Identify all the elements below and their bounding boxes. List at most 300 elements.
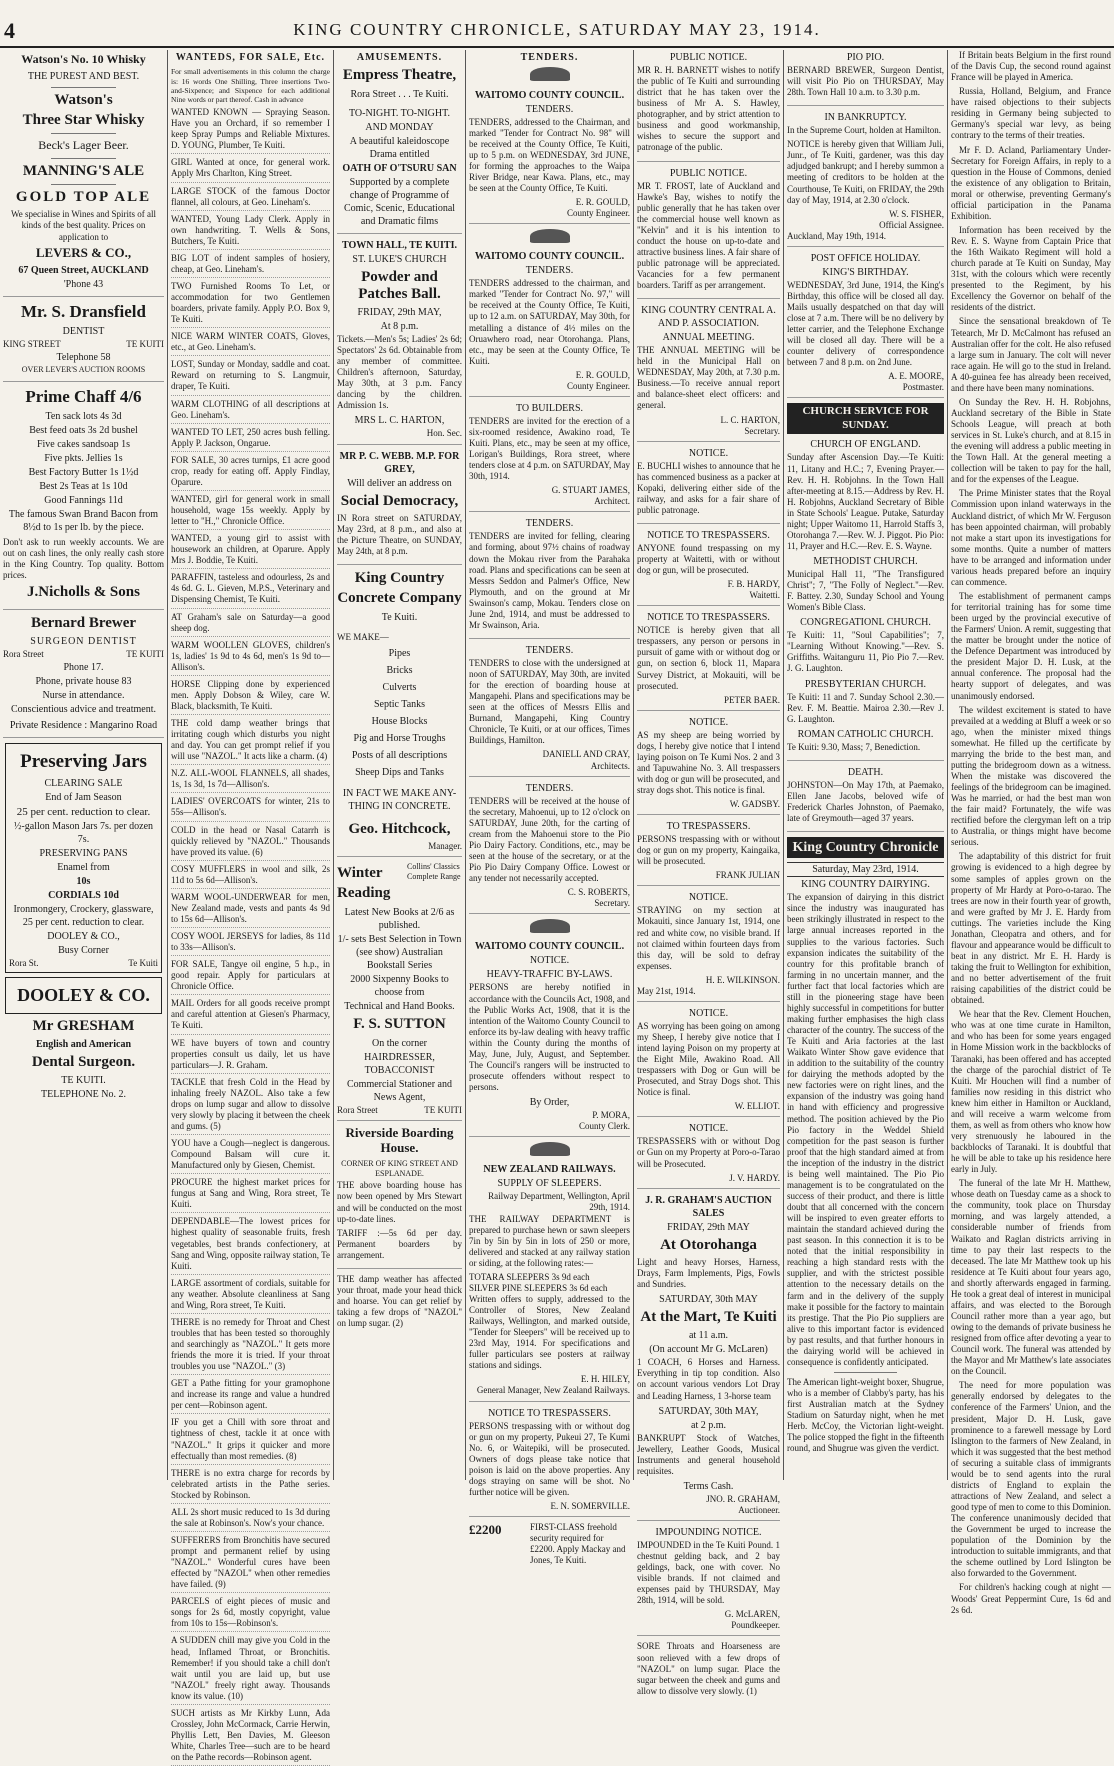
light-heavy-text: Light and heavy Horses, Harness, Drays, Farm Implements, Pigs, Fowls and Sundries. bbox=[637, 1256, 780, 1289]
pio-pio-notice bbox=[787, 51, 944, 106]
classified-ad: COLD in the head or Nasal Catarrh is quickly relieved by "NAZOL." Thousands have proved its value. (6) bbox=[171, 825, 330, 861]
brewer-name: Bernard Brewer bbox=[30, 614, 137, 631]
g-mclaren-name: G. McLAREN, bbox=[724, 1609, 780, 1620]
gadsby-name: W. GADSBY. bbox=[729, 799, 780, 810]
town-hall: TOWN HALL, TE KUITI. bbox=[342, 239, 457, 251]
heavy-traffic-heading: HEAVY-TRAFFIC BY-LAWS. bbox=[486, 969, 613, 981]
news-paragraph: The funeral of the late Mr H. Matthew, whose death on Tuesday came as a shock to the community, took place on Thursday morning, and was largely attended, a considerable number of friends from Waikato and Raglan districts arriving in time to pay their last respects to the deceased. The late Mr Matthew took up his residence at Te Kuiti about four years ago, and shortly afterwards engaged in farming. He took a great deal of interest in municipal affairs, and was elected to the Borough Council rather more than a year ago, but owing to the demands of private business he resigned from office after devoting a year to Council work. The funeral was attended by the Mayor and Mr Matthew's late associates on the Council. bbox=[951, 1178, 1111, 1377]
phone-private: Phone, private house 83 bbox=[35, 675, 132, 687]
king-country: King Country bbox=[354, 570, 445, 587]
waitomo-heading: WAITOMO COUNTY COUNCIL. bbox=[474, 251, 625, 263]
council-crest-icon bbox=[469, 67, 630, 86]
brewer-text: BERNARD BREWER, Surgeon Dentist, will visit Pio Pio on THURSDAY, May 28th. Town Hall 10 a.m. to 3.30 p.m. bbox=[787, 65, 944, 98]
classified-list bbox=[171, 107, 330, 1766]
brewer-advert bbox=[3, 615, 164, 738]
sutton-rora: Rora Street bbox=[337, 1104, 378, 1115]
news-paragraph: Mr F. D. Acland, Parliamentary Under-Secretary for Foreign Affairs, in reply to a question in the House of Commons, denied the existence of any obligation to Britain, moral or otherwise, preventing Germany's official participation in the Panama Exhibition. bbox=[951, 144, 1111, 221]
impounding-heading: IMPOUNDING NOTICE. bbox=[655, 1526, 762, 1538]
classified-ad: FOR SALE, 30 acres turnips, £1 acre good crop, ready for eating off. Apply Findlay, Oparure. bbox=[171, 455, 330, 491]
in-fact: IN FACT WE MAKE ANY-THING IN CONCRETE. bbox=[342, 787, 457, 812]
classified-ad: MAIL Orders for all goods receive prompt and careful attention at Giesen's Pharmacy, Te Kuiti. bbox=[171, 998, 330, 1034]
column-5 bbox=[634, 50, 784, 1696]
tender-mangapehi bbox=[469, 644, 630, 777]
dooley-big: DOOLEY & CO. bbox=[17, 985, 150, 1006]
product-item: Posts of all descriptions bbox=[351, 749, 448, 761]
chaff-line: Ten sack lots 4s 3d bbox=[45, 411, 122, 423]
mart-heading: At the Mart, Te Kuiti bbox=[640, 1309, 777, 1326]
chaff-line: Five pkts. Jellies 1s bbox=[44, 453, 123, 465]
concrete-advert bbox=[337, 570, 462, 857]
hardy-text: ANYONE found trespassing on my property at Waitetti, with or without dog or gun, will be prosecuted. bbox=[637, 542, 780, 576]
empress-address: Rora Street . . . Te Kuiti. bbox=[350, 88, 449, 100]
waitomo-heading: WAITOMO COUNTY COUNCIL. bbox=[474, 89, 625, 101]
frost-text: MR T. FROST, late of Auckland and Hawke's Bay, wishes to notify the public generally that he has taken over the commercial house well known as "Kelvin" and it is his intention to conduct the house on up-to-date and attractive business lines. A fair share of public patronage will be appreciated. Vacancies for a few permanent boarders. Tariff as per arrangement. bbox=[637, 180, 780, 291]
news-paragraph: The need for more population was generally endorsed by delegates to the conference of the Farmers' Union, and the president, Major D. H. Lusk, gave prominence to a farewell message by Lord Islington to the farmers of New Zealand, in which it was suggested that the best method of securing a suitable class of immigrants would be to send agents into the rural districts of England to explain the attractions of New Zealand, and select a good type of men to come to this Dominion. The conference unanimously decided that the Government be urged to increase the population of the Dominion by the introduction to suitable immigrants, and that the scheme outlined by Lord Islington be also forwarded to the Government. bbox=[951, 1380, 1111, 1579]
at-8: At 8 p.m. bbox=[380, 321, 419, 333]
death-heading: DEATH. bbox=[847, 766, 884, 778]
editorial-date: Saturday, May 23rd, 1914. bbox=[787, 862, 944, 877]
classified-ad: THE cold damp weather brings that irritating cough which disturbs you night and day. You can get prompt relief if you will use "NAZOL." It acts like a charm. (4) bbox=[171, 718, 330, 765]
dooley-small: DOOLEY & CO., bbox=[47, 931, 120, 943]
at-2: at 2 p.m. bbox=[691, 1419, 726, 1431]
news-paragraph: The wildest excitement is stated to have prevailed at a wedding at Bluff a week or so ago, when the minister mixed things somewhat. He filled up the certificate by marrying the bride to the best man, and putting the bridegroom down as a witness. When the mistake was discovered the feelings of the bridegroom can be imagined. Was he married, or had the best man won the fair maid? Fortunately, the wife was rectified before the clergyman left on a trip to Australia, or things might have become serious. bbox=[951, 704, 1111, 848]
news-paragraph: If Britain beats Belgium in the first round of the Davis Cup, the second round against France will be played in America. bbox=[951, 50, 1111, 83]
riverside-title: Riverside Boarding House. bbox=[345, 1124, 454, 1155]
barnett-notice bbox=[637, 51, 780, 162]
bankruptcy-text: NOTICE is hereby given that William Juli, Junr., of Te Kuiti, gardener, was this day adjudged bankrupt; and I hereby summon a meeting of creditors to be holden at the Courthouse, Te Kuiti, on FRIDAY, the 29th day of May, 1914, at 2.30 o'clock. bbox=[787, 139, 944, 205]
mason-jars: ½-gallon Mason Jars 7s. per dozen 7s. bbox=[13, 821, 154, 846]
hitchcock-name: Geo. Hitchcock, bbox=[348, 820, 451, 837]
james-name: G. STUART JAMES, bbox=[551, 485, 630, 496]
levers-phone: 'Phone 43 bbox=[63, 278, 104, 290]
classified-ad: SUFFERERS from Bronchitis have secured prompt and permanent relief by using "NAZOL." Wonderful cures have been effected by "NAZOL" when other remedies have failed. (9) bbox=[171, 1535, 330, 1593]
king-street: KING STREET bbox=[3, 339, 61, 350]
webb-advert bbox=[337, 450, 462, 566]
prime-chaff-advert bbox=[3, 387, 164, 610]
tender-builders bbox=[469, 402, 630, 513]
sore-text: SORE Throats and Hoarseness are soon relieved with a few drops of "NAZOL" on lump sugar. Place the sugar between the cheek and gums and allow to dissolve very slowly. (1) bbox=[637, 1641, 780, 1696]
chaff-line: Best 2s Teas at 1s 10d bbox=[39, 481, 128, 493]
rora-street: Rora Street bbox=[3, 648, 44, 659]
dransfield-advert bbox=[3, 302, 164, 382]
sore-throat-advert bbox=[637, 1641, 780, 1703]
tender-mokau bbox=[469, 517, 630, 639]
preserving-jars-advert bbox=[5, 743, 162, 973]
nicholls-name: J.Nicholls & Sons bbox=[27, 584, 140, 601]
council-crest-icon bbox=[469, 229, 630, 248]
column-1 bbox=[0, 50, 168, 1480]
terms-cash: Terms Cash. bbox=[683, 1480, 734, 1492]
classified-ad: WANTED KNOWN — Spraying Season. Have you an Orchard, if so remember I keep Spray Pumps and Reliable Mixtures. D. YOUNG, Plumber, Te Kuiti. bbox=[171, 107, 330, 154]
secretary-title: Secretary. bbox=[594, 898, 630, 909]
product-item: House Blocks bbox=[371, 715, 428, 727]
classified-ad: AT Graham's sale on Saturday—a good sheep dog. bbox=[171, 612, 330, 637]
product-item: Pig and Horse Troughs bbox=[353, 732, 446, 744]
becks-line: Beck's Lager Beer. bbox=[38, 138, 129, 153]
tonight-line: TO-NIGHT. TO-NIGHT. bbox=[348, 107, 450, 119]
sixpenny-books: 2000 Sixpenny Books to choose from bbox=[350, 974, 449, 999]
baer-text: NOTICE is hereby given that all trespassers, any person or persons in pursuit of game with or without dog or gun, on section 6, block 11, Mapara Survey District, at Mokauiti, will be prosecuted. bbox=[637, 625, 780, 691]
daniell-name: DANIELL AND CRAY, bbox=[542, 749, 630, 760]
dooley-advert bbox=[5, 977, 162, 1014]
empress-title: Empress Theatre, bbox=[342, 67, 457, 84]
jv-name: J. V. HARDY. bbox=[729, 1172, 780, 1183]
phone-17: Phone 17. bbox=[63, 661, 104, 673]
wilkinson-date: May 21st, 1914. bbox=[637, 985, 696, 996]
purest-line: THE PUREST AND BEST. bbox=[27, 70, 140, 82]
tender-cream bbox=[469, 782, 630, 915]
tender-text: TENDERS addressed to the chairman, and marked "Tender for Contract No. 97," will be received at the County Office, Te Kuiti, up to 12 a.m. on SATURDAY, May 30th, for metalling a distance of 4½ miles on the Oruawhero road, near Otorohanga. Plans, etc., may be seen at the County Office, Te Kuiti. bbox=[469, 278, 631, 366]
powder-title: Powder and Patches Ball. bbox=[358, 268, 441, 302]
elliot-text: AS worrying has been going on among my Sheep, I hereby give notice that I intend laying Poison on my property at the Eight Mile, Awakino Road. All trespassers with Dog or Gun will be Prosecuted, and Stray Dogs shot. This Notice is final. bbox=[637, 1020, 780, 1098]
tenders-subheading: TENDERS. bbox=[525, 265, 574, 277]
church-service-heading: CHURCH SERVICE FOR SUNDAY. bbox=[787, 403, 944, 434]
conscientious-line: Conscientious advice and treatment. bbox=[11, 703, 156, 715]
notice-heading: NOTICE. bbox=[688, 716, 729, 728]
classified-ad: LOST, Sunday or Monday, saddle and coat. Reward on returning to S. Langmuir, draper, Te Kuiti. bbox=[171, 359, 330, 395]
and-monday: AND MONDAY bbox=[365, 121, 434, 133]
chaff-line: The famous Swan Brand Bacon from 8½d to 1s per lb. by the piece. bbox=[8, 509, 159, 534]
church-services bbox=[787, 403, 944, 760]
over-levers: OVER LEVER'S AUCTION ROOMS bbox=[21, 365, 146, 375]
tenders-subheading: TENDERS. bbox=[525, 644, 574, 656]
hon-sec: Hon. Sec. bbox=[426, 428, 462, 439]
annual-heading: ANNUAL MEETING. bbox=[662, 332, 755, 344]
waitetti-label: Waitetti. bbox=[749, 590, 780, 601]
assignee-title: Official Assignee. bbox=[879, 219, 944, 230]
notice-heading: NOTICE. bbox=[688, 1007, 729, 1019]
baer-name: PETER BAER. bbox=[723, 694, 780, 705]
heavy-traffic-notice bbox=[469, 919, 630, 1137]
concrete-te-kuiti: Te Kuiti. bbox=[381, 611, 418, 623]
tenders-subheading: TENDERS. bbox=[525, 518, 574, 530]
product-item: Pipes bbox=[388, 647, 411, 659]
newspaper-title: KING COUNTRY CHRONICLE, SATURDAY MAY 23, 1914. bbox=[293, 20, 821, 39]
tenders-subheading: TENDERS. bbox=[525, 782, 574, 794]
notice-heading: NOTICE. bbox=[688, 1123, 729, 1135]
notice-heading: NOTICE. bbox=[688, 892, 729, 904]
editorial bbox=[787, 837, 944, 1461]
sutton-te-kuiti: TE KUITI bbox=[424, 1104, 462, 1115]
classified-ad: GIRL Wanted at once, for general work. Apply Mrs Charlton, King Street. bbox=[171, 157, 330, 182]
news-paragraph: Since the sensational breakdown of Te Tetearch, Mr D. McCalmont has refused an Australian offer for the colt. He also refused a large sum in January. The colt will never race again. He will go to the stud in Ireland. A 40-guinea fee has already been received, and there have been many nominations. bbox=[951, 316, 1111, 393]
tender-98 bbox=[469, 67, 630, 224]
roberts-name: C. S. ROBERTS, bbox=[567, 887, 630, 898]
collins-line: Collins' Classics Complete Range bbox=[407, 861, 461, 881]
classified-ad: PROCURE the highest market prices for fungus at Sang and Wing, Rora street, Te Kuiti. bbox=[171, 1177, 330, 1213]
harton-name: MRS L. C. HARTON, bbox=[354, 415, 445, 427]
bankrupt-text: BANKRUPT Stock of Watches, Jewellery, Leather Goods, Musical Instruments and general household requisites. bbox=[637, 1432, 780, 1476]
nzr-heading: NEW ZEALAND RAILWAYS. bbox=[483, 1164, 616, 1176]
classified-ad: HORSE Clipping done by experienced men. Apply Dobson & Wiley, care W. Black, blacksmith, Te Kuiti. bbox=[171, 679, 330, 715]
classified-ad: COSY WOOL JERSEYS for ladies, 8s 11d to 33s—Allison's. bbox=[171, 931, 330, 956]
mclaren-account: (On account Mr G. McLaren) bbox=[649, 1344, 768, 1356]
classified-ad: WARM WOOL-UNDERWEAR for men, New Zealand made, vests and pants 4s 9d to 15s 6d—Allison's. bbox=[171, 892, 330, 928]
classified-ad: WANTED, Young Lady Clerk. Apply in own handwriting. T. Wells & Sons, Butchers, Te Kuiti. bbox=[171, 214, 330, 250]
classified-ad: WANTED, girl for general work in small household, wage 15s weekly. Apply by letter to "H.," Chronicle Office. bbox=[171, 494, 330, 530]
totara-rate: TOTARA SLEEPERS 3s 9d each bbox=[469, 1271, 590, 1282]
classified-ad: WARM WOOLLEN GLOVES, children's 1s, ladies' 1s 9d to 4s 6d, men's 1s 9d to—Allison's. bbox=[171, 640, 330, 676]
buchli-notice bbox=[637, 447, 780, 524]
cong-text: Te Kuiti: 11, "Soul Capabilities"; 7, "Learning Without Knowing."—Rev. S. Griffiths. Waitanguru 11, Pio Pio 7.—Rev. J. G. Laughton. bbox=[787, 630, 944, 674]
tender-text: TENDERS to close with the undersigned at noon of SATURDAY, May 30th, are invited for the erection of boarding house at Mangapehi. Plans and specifications may be seen at the offices of Messrs Ellis and Burnand, Mangapehi, King Country Chronicle, Te Kuiti, or at our offices, Times Buildings, Hamilton. bbox=[469, 657, 630, 746]
railways-advert bbox=[469, 1142, 630, 1401]
kings-birthday-heading: KING'S BIRTHDAY. bbox=[822, 266, 909, 278]
trespass-text: PERSONS trespassing with or without dog or gun on my property, Pukeui 27, Te Kumi No. 6, or Waitepiki, will be prosecuted. Owners of dogs please take notice that poison is laid on the above properties. Any dogs straying on same will be shot. No further notice will be given. bbox=[469, 1420, 630, 1497]
elliot-name: W. ELLIOT. bbox=[734, 1101, 780, 1112]
graham-sales bbox=[637, 1194, 780, 1521]
bankruptcy-notice bbox=[787, 111, 944, 247]
hardy-name: F. B. HARDY, bbox=[727, 579, 780, 590]
buchli-text: E. BUCHLI wishes to announce that he has commenced business as a packer at Kopaki, delivering either side of the railway, and asks for a fair share of public patronage. bbox=[637, 460, 780, 515]
percent-reduction: 25 per cent. reduction to clear. bbox=[16, 805, 151, 818]
dentist-label: DENTIST bbox=[62, 326, 105, 338]
classified-ad: THERE is no remedy for Throat and Chest troubles that has been tested so thoroughly and searchingly as "NAZOL." It gets more friends the more it is tried. If your throat troubles you use "NAZOL." (3) bbox=[171, 1317, 330, 1375]
lightweight-text: The American light-weight boxer, Shugrue, who is a member of Clabby's party, has his first Australian match at the Sydney Stadium on Saturday night, when he met Herb. McCoy, the Victorian light-weight. The police stopped the fight in the fifteenth round, and Shugrue was given the verdict. bbox=[787, 1376, 944, 1454]
hairdresser-line: HAIRDRESSER, TOBACCONIST bbox=[364, 1051, 435, 1076]
hiley-name: E. H. HILEY, bbox=[580, 1374, 630, 1385]
on-corner: On the corner bbox=[372, 1037, 427, 1049]
classified-ad: IF you get a Chill with sore throat and tightness of chest, tackle it at once with "NAZOL." It grips it quicker and more effectually than most remedies. (8) bbox=[171, 1417, 330, 1464]
public-notice-heading: PUBLIC NOTICE. bbox=[669, 52, 748, 63]
price-heading: £2200 bbox=[469, 1522, 502, 1538]
otorohanga-heading: At Otorohanga bbox=[660, 1236, 757, 1253]
empress-advert bbox=[337, 67, 462, 233]
busy-corner: Busy Corner bbox=[58, 945, 109, 957]
news-paragraph: On Sunday the Rev. H. H. Robjohns, Auckland secretary of the Bible in State Schools League, will preach at both services in St. Luke's church, and at 8.15 in the evening will address a public meeting in the Town Hall. At the general meeting a collection will be taken to pay for the hall, and for the expenses of the League. bbox=[951, 396, 1111, 485]
tender-text: TENDERS will be received at the house of the secretary, Mahoenui, up to 12 o'clock on SATURDAY, June 20th, for the carting of cream from the Mahoenui store to the Pio Pio Dairy Factory. Conditions, etc., may be seen at the house of the secretary, or at the Pio Pio Dairy Company Office. Lowest or any tender not necessarily accepted. bbox=[469, 795, 630, 884]
at-11: at 11 a.m. bbox=[688, 1330, 729, 1342]
trespassers-heading: TO TRESPASSERS. bbox=[666, 821, 751, 833]
annual-meeting bbox=[637, 304, 780, 442]
product-item: Bricks bbox=[386, 664, 413, 676]
will-deliver: Will deliver an address on bbox=[347, 477, 452, 489]
coach-text: 1 COACH, 6 Horses and Harness. Everything in tip top condition. Also on account various vendors Lot Dray and Leading Harness, 1 3-horse team bbox=[637, 1357, 780, 1401]
engineer-title: County Engineer. bbox=[567, 208, 630, 219]
gold-top-heading: GOLD TOP ALE bbox=[15, 189, 152, 206]
preserving-pans: PRESERVING PANS bbox=[39, 848, 128, 860]
surgeon-dentist: SURGEON DENTIST bbox=[30, 635, 137, 647]
friday-line: FRIDAY, 29th MAY, bbox=[357, 307, 442, 319]
julian-text: PERSONS trespassing with or without dog or gun on my property, Kaingaika, will be prosecuted. bbox=[637, 834, 780, 867]
classified-ad: DEPENDABLE—The lowest prices for highest quality of seasonable fruits, fresh vegetables, best brands confectionery, at Sang and Wing, opposite railway station, Te Kuiti. bbox=[171, 1216, 330, 1274]
classified-ad: YOU have a Cough—neglect is dangerous. Compound Balsam will cure it. Manufactured only by Giesen, Chemist. bbox=[171, 1138, 330, 1174]
oath-title: OATH OF O'TSURU SAN bbox=[342, 162, 457, 174]
classified-ad: TWO Furnished Rooms To Let, or accommodation for two Gentlemen boarders, private family. Apply P.O. Box 9, Te Kuiti. bbox=[171, 281, 330, 328]
riverside-text: THE above boarding house has now been opened by Mrs Stewart and will be conducted on the most up-to-date lines. bbox=[337, 1180, 462, 1224]
chaff-line: Good Fannings 11d bbox=[44, 495, 123, 507]
social-democracy: Social Democracy, bbox=[340, 492, 459, 509]
product-item: Culverts bbox=[382, 681, 417, 693]
annual-text: THE ANNUAL MEETING will be held in the Municipal Hall on WEDNESDAY, May 20th, at 7.30 p.m. Business.—To receive annual report and balance-sheet elect officers: and general. bbox=[637, 345, 780, 411]
webb-text: IN Rora street on SATURDAY, May 23rd, at 8 p.m., and also at the Picture Theatre, on SUNDAY, May 24th, at 8 p.m. bbox=[337, 512, 462, 556]
classified-ad: NICE WARM WINTER COATS, Gloves, etc., at Geo. Lineham's. bbox=[171, 331, 330, 356]
rail-dept-date: Railway Department, Wellington, April 29th, 1914. bbox=[488, 1191, 630, 1213]
supreme-text: In the Supreme Court, holden at Hamilton. bbox=[787, 125, 941, 136]
tickets-text: Tickets.—Men's 5s; Ladies' 2s 6d; Spectators' 2s 6d. Obtainable from any member of committee. Children's afternoon, Saturday, May 30th, at 3 p.m. Fancy dancing by the children. Admission 1s. bbox=[337, 334, 462, 411]
news-paragraph: The establishment of permanent camps for territorial training has for some time been urged by the provincial executive of the Farmers' Union. A remit, suggesting that the matter be brought under the notice of the Defence Department was introduced by the president Major D. H. Lusk, at the annual conference. The proposal had the hearty support of delegates, and was unanimously endorsed. bbox=[951, 590, 1111, 701]
wilkinson-text: STRAYING on my section at Mokauiti, since January 1st, 1914, one red and white cow, no visible brand. If not claimed within fourteen days from this day, will be sold to defray expenses. bbox=[637, 905, 780, 971]
private-residence: Private Residence : Mangarino Road bbox=[9, 719, 158, 731]
news-paragraph: Russia, Holland, Belgium, and France have raised objections to their subjects residing in Germany being subjected to Germany's special war levy, as being contrary to the terms of their treaties. bbox=[951, 86, 1111, 141]
kaleidoscope-line: A beautiful kaleidoscope Drama entitled bbox=[349, 135, 450, 160]
tariff-text: TARIFF :—5s 6d per day. Permanent boarders by arrangement. bbox=[337, 1227, 462, 1260]
catholic-text: Te Kuiti: 9.30, Mass; 7, Benediction. bbox=[787, 741, 921, 752]
damp-weather-advert bbox=[337, 1274, 462, 1336]
three-star-heading: Three Star Whisky bbox=[22, 112, 145, 129]
news-paragraph: The adaptability of this district for fruit growing is evidenced to a high degree by some samples of apples grown on the property of Mr Hardy at Poro-o-tarao. The trees are now in their fourth year of growth, and were grafted by Mr J. E. Hardy from cuttings. The varieties include the King Jonathan, Cleopatra and others, and for flavour and appearance would be difficult to beat in any district. Mr E. H. Hardy is taking the fruit to Wellington for exhibition, and no better advertisement of the fruit raising capabilities of the district could be obtained. bbox=[951, 851, 1111, 1006]
railways-text-2: Written offers to supply, addressed to the Controller of Stores, New Zealand Railways, Wellington, and marked outside, "Tender for Sleepers" will be received up to 23rd May, 1914. For specifications and fuller particulars see posters at railway stations and sidings. bbox=[469, 1293, 630, 1371]
barnett-text: MR R. H. BARNETT wishes to notify the public of Te Kuiti and surrounding district that he has taken over the business of Mr A. S. Hawley, photographer, and by strict attention to business and good workmanship, wishes to secure the support and patronage of the public. bbox=[637, 65, 780, 153]
te-kuiti: TE KUITI bbox=[126, 339, 164, 350]
classified-ad: LADIES' OVERCOATS for winter, 21s to 55s—Allison's. bbox=[171, 796, 330, 821]
news-paragraph: For children's hacking cough at night — Woods' Great Peppermint Cure, 1s 6d and 2s 6d. bbox=[951, 1582, 1111, 1615]
webb-name: MR P. C. WEBB. M.P. FOR GREY, bbox=[339, 450, 460, 475]
dransfield-name: Mr. S. Dransfield bbox=[21, 301, 146, 321]
clerk-title: County Clerk. bbox=[579, 1121, 630, 1132]
mora-name: P. MORA, bbox=[592, 1110, 630, 1121]
sleepers-heading: SUPPLY OF SLEEPERS. bbox=[497, 1178, 602, 1190]
auckland-date: Auckland, May 19th, 1914. bbox=[787, 230, 886, 241]
watsons-heading: Watson's bbox=[54, 91, 113, 108]
preserving-heading: Preserving Jars bbox=[20, 750, 147, 772]
sutton-name: F. S. SUTTON bbox=[353, 1016, 446, 1033]
rora-st: Rora St. bbox=[9, 958, 39, 969]
news-list bbox=[951, 50, 1111, 1616]
chaff-line: Best feed oats 3s 2d bushel bbox=[29, 425, 138, 437]
by-order: By Order, bbox=[529, 1097, 570, 1109]
specialise-text: We specialise in Wines and Spirits of all kinds of the best quality. Prices on application to bbox=[11, 209, 156, 242]
gould-name: E. R. GOULD, bbox=[575, 369, 630, 380]
tender-text: TENDERS are invited for the erection of a six-roomed residence, Awakino road, Te Kuiti. Plans, etc., may be seen at my office, Lorigan's Buildings, Rora street, where tenders close at 4 p.m. on SATURDAY, May 30th, 1914. bbox=[469, 415, 630, 482]
trespassers-heading: NOTICE TO TRESPASSERS. bbox=[647, 612, 770, 624]
council-crest-icon bbox=[469, 919, 630, 938]
dairying-text: The expansion of dairying in this district since the industry was inaugurated has been strikingly illustrated in respect to the large annual increases reported in the supplies to the various factories. Such expansion indicates the suitability of the country for this profitable branch of farming in no uncertain manner, and the further fact that local factories which are still in the pioneering stage have been highly successful in competitions for butter making further emphasises the high class character of the country. The success of the Te Kuiti and Aria factories at the last Waikato Winter Show gave evidence that in addition to the suitability of the country for dairying the methods adopted by the new factories were on right lines, and the expansion of the industry was going hand in hand with efficiency and progressive method. The position achieved by the Pio Pio factory in the Weddel Shield competition for the past season is further proof that the high standard aimed at from the inception of the industry in the district is being well maintained. The Pio Pio management is to be congratulated on the success of their product, and there is little doubt that all concerned with the concern will be inspired to even greater efforts to maintain the standard achieved during the past season. In this connection it is to be noted that the initial responsibility in reaching a high standard rests with the supplier, and with the strictest possible attention to the necessary details on the farm and in the delivery of the supply make it possible for the factory to maintain its prestige. That the Pio Pio suppliers are alive to this important factor is evidenced by past results, and that further honours in the dairying world will be achieved in consequence is confidently anticipated. bbox=[787, 892, 944, 1367]
trespassers-heading: NOTICE TO TRESPASSERS. bbox=[647, 529, 770, 541]
presbyterian-heading: PRESBYTERIAN CHURCH. bbox=[804, 678, 927, 690]
moore-name: A. E. MOORE, bbox=[888, 371, 944, 382]
railways-text: THE RAILWAY DEPARTMENT is prepared to purchase hewn or sawn sleepers 7in by 5in by 5in in lots of 250 or more, delivered and stacked at any railway station or siding, at the following rates:— bbox=[469, 1213, 630, 1268]
graham-heading: J. R. GRAHAM'S AUCTION SALES bbox=[645, 1194, 772, 1219]
mannings-heading: MANNING'S ALE bbox=[22, 162, 145, 179]
freehold-text: FIRST-CLASS freehold security required for £2200. Apply Mackay and Jones, Te Kuiti. bbox=[530, 1522, 626, 1566]
page-number: 4 bbox=[4, 18, 15, 43]
coe-heading: CHURCH OF ENGLAND. bbox=[810, 439, 921, 451]
congregational-heading: CONGREGATIONL CHURCH. bbox=[800, 617, 931, 629]
concrete-company: Concrete Company bbox=[337, 590, 462, 607]
architect-title: Architect. bbox=[594, 496, 630, 507]
notice-text: PERSONS are hereby notified in accordance with the Councils Act, 1908, and the Public Works Act, 1908, that it is the intention of the Waitomo County Council to enforce its by-law dealing with heavy traffic within the County during the months of May, June, July, August, and September. The Council's rangers will be instructed to prosecute offenders without respect to persons. bbox=[469, 982, 630, 1093]
telephone-line: Telephone 58 bbox=[56, 352, 111, 364]
jv-text: TRESPASSERS with or without Dog or Gun on my Property at Poro-o-Tarao will be Prosecuted. bbox=[637, 1136, 780, 1169]
elliot-notice bbox=[637, 1007, 780, 1118]
julian-name: FRANK JULIAN bbox=[715, 870, 780, 881]
sutton-advert bbox=[337, 862, 462, 1121]
classified-ad: GET a Pathe fitting for your gramophone and increase its range and value a hundred per cent—Robinson agent. bbox=[171, 1378, 330, 1414]
technical-books: Technical and Hand Books. bbox=[344, 1001, 455, 1013]
public-notice-heading: PUBLIC NOTICE. bbox=[669, 167, 748, 179]
st-lukes: ST. LUKE'S CHURCH bbox=[352, 253, 447, 265]
poundkeeper-title: Poundkeeper. bbox=[731, 1620, 780, 1631]
rates-text: For small advertisements in this column the charge is: 16 words One Shilling, Three insertions Two-and-Sixpence; and Sixpence for each additional Nine words or part thereof. Cash in advance bbox=[171, 67, 330, 104]
gm-title: General Manager, New Zealand Railways. bbox=[476, 1385, 630, 1396]
dental-surgeon: Dental Surgeon. bbox=[31, 1054, 136, 1071]
engineer-title: County Engineer. bbox=[567, 380, 630, 391]
classified-ad: PARAFFIN, tasteless and odourless, 2s and 4s 6d. G. L. Gieven, M.P.S., Veterinary and Dispensing Chemist, Te Kuiti. bbox=[171, 572, 330, 608]
classified-ad: FOR SALE, Tangye oil engine, 5 h.p., in good repair. Apply for particulars at Chronicle Office. bbox=[171, 959, 330, 995]
notice-heading: NOTICE. bbox=[688, 447, 729, 459]
somerville-notice bbox=[469, 1407, 630, 1518]
methodist-heading: METHODIST CHURCH. bbox=[813, 556, 918, 568]
prime-chaff-heading: Prime Chaff 4/6 bbox=[25, 386, 142, 406]
fisher-name: W. S. FISHER, bbox=[889, 208, 944, 219]
product-item: Sheep Dips and Tanks bbox=[355, 766, 444, 778]
news-paragraph: Information has been received by the Rev. E. S. Wayne from Captain Price that the 16th Waikato Regiment will hold a church parade at Te Kuiti on Sunday, May 31st, with the colours which were recently presented to the Regiment, by his Excellency the Governor on behalf of the residents of the district. bbox=[951, 224, 1111, 313]
postmaster-title: Postmaster. bbox=[902, 382, 944, 393]
chronicle-nameplate: King Country Chronicle bbox=[787, 837, 944, 858]
gresham-te-kuiti: TE KUITI. bbox=[61, 1075, 106, 1087]
classified-ad: PARCELS of eight pieces of music and songs for 2s 6d, mostly copyright, value from 10s to 15s—Robinson's. bbox=[171, 1596, 330, 1632]
tender-text: TENDERS are invited for felling, clearing and forming, about 97½ chains of roadway down the Mokau river from the Parahaka road. Plans and specifications can be seen at Messrs Seddon and Palmer's Office, New Plymouth, and on the ground at Mr Swainson's camp, Mokau. Tenders close on June 2nd, 1914, and must be addressed to Mr Swainson, Aria. bbox=[469, 531, 630, 630]
holiday-text: WEDNESDAY, 3rd June, 1914, the King's Birthday, this office will be closed all day. Mails usually despatched on that day will close at 7 a.m. There will be no delivery by letter carrier, and the Telephone Exchange will be closed all day. There will be a counter delivery of correspondence between 7 and 8 p.m. on 2nd June. bbox=[787, 279, 944, 368]
column-4 bbox=[466, 50, 634, 1566]
chaff-line: Five cakes sandsoap 1s bbox=[36, 439, 131, 451]
gresham-name: Mr GRESHAM bbox=[32, 1017, 135, 1034]
classified-ad: BIG LOT of indent samples of hosiery, cheap, at Geo. Lineham's. bbox=[171, 253, 330, 278]
secretary-title: Secretary. bbox=[744, 425, 780, 436]
dooley-te-kuiti: Te Kuiti bbox=[128, 958, 158, 969]
impounding-notice bbox=[637, 1526, 780, 1637]
masthead bbox=[0, 14, 1114, 48]
somerville-name: E. N. SOMERVILLE. bbox=[550, 1500, 630, 1511]
reading-heading: Reading bbox=[337, 885, 391, 902]
chaff-note: Don't ask to run weekly accounts. We are out on cash lines, the only really cash store in the King Country. Top quality. Bottom prices. bbox=[3, 537, 164, 581]
harton-name: L. C. HARTON, bbox=[720, 414, 780, 425]
chaff-line: Best Factory Butter 1s 1½d bbox=[28, 467, 139, 479]
julian-notice bbox=[637, 820, 780, 886]
gould-name: E. R. GOULD, bbox=[575, 196, 630, 207]
freehold-advert bbox=[469, 1522, 630, 1570]
post-office-holiday bbox=[787, 252, 944, 399]
classified-ad: ALL 2s short music reduced to 1s 3d during the sale at Robinson's. Now's your chance. bbox=[171, 1507, 330, 1532]
news-paragraph: We hear that the Rev. Clement Houchen, who was at one time curate in Hamilton, and who has been for some years engaged in Home Mission work in the backblocks of Taranaki, has been offered and has accepted the charge of the parochial district of Te Kuiti. Mr Houchen will find a number of families now residing in this district who knew him either in Hamilton or Auckland, and will receive a warm welcome from them, as well as from others who know how very strenuously he laboured in the backblocks of Taranaki. It is doubtful that he will be able to take up his residence here early in July. bbox=[951, 1009, 1111, 1175]
death-text: JOHNSTON—On May 17th, at Paemako, Ellen Jane Jacobs, beloved wife of Frederick Charles Johnston, of Paemako, late of Greymouth—aged 37 years. bbox=[787, 779, 944, 823]
jno-graham-name: JNO. R. GRAHAM, bbox=[706, 1493, 780, 1504]
catholic-heading: ROMAN CATHOLIC CHURCH. bbox=[797, 728, 934, 740]
jv-hardy-notice bbox=[637, 1122, 780, 1188]
damp-text: THE damp weather has affected your throat, made your head thick and hoarse. You can get relief by taking a few drops of "NAZOL" on lump sugar. (2) bbox=[337, 1273, 462, 1329]
column-6 bbox=[784, 50, 948, 1480]
classified-ad: THERE is no extra charge for records by celebrated artists in the Pathe series. Stocked by Robinson. bbox=[171, 1468, 330, 1504]
hardy-notice bbox=[637, 529, 780, 606]
english-american: English and American bbox=[35, 1039, 132, 1051]
classified-ad: COSY MUFFLERS in wool and silk, 2s 11d to 5s 6d—Allison's. bbox=[171, 864, 330, 889]
column-2 bbox=[168, 50, 334, 1763]
bankruptcy-heading: IN BANKRUPTCY. bbox=[824, 112, 907, 124]
gadsby-notice bbox=[637, 716, 780, 815]
classified-ad: LARGE assortment of cordials, suitable for any weather. Absolute cleanliness at Sang and Wing, Rora street, Te Kuiti. bbox=[171, 1278, 330, 1314]
best-selection: 1/- sets Best Selection in Town (see show) Australian Bookstall Series bbox=[337, 934, 462, 972]
wilkinson-notice bbox=[637, 891, 780, 1002]
frost-notice bbox=[637, 167, 780, 300]
gadsby-text: AS my sheep are being worried by dogs, I hereby give notice that I intend laying poison on Te Kumi Nos. 2 and 3 and Tapuwahine No. 3. All trespassers with dog or gun will be prosecuted, and stray dogs shot. This notice is final. bbox=[637, 729, 780, 795]
gresham-telephone: TELEPHONE No. 2. bbox=[41, 1089, 126, 1101]
product-item: Septic Tanks bbox=[373, 698, 426, 710]
sat-30: SATURDAY, 30th MAY bbox=[659, 1294, 758, 1306]
auctioneer-title: Auctioneer. bbox=[738, 1504, 780, 1515]
stationer-line: Commercial Stationer and News Agent, bbox=[347, 1078, 452, 1103]
amusements-heading: AMUSEMENTS. bbox=[356, 52, 443, 63]
